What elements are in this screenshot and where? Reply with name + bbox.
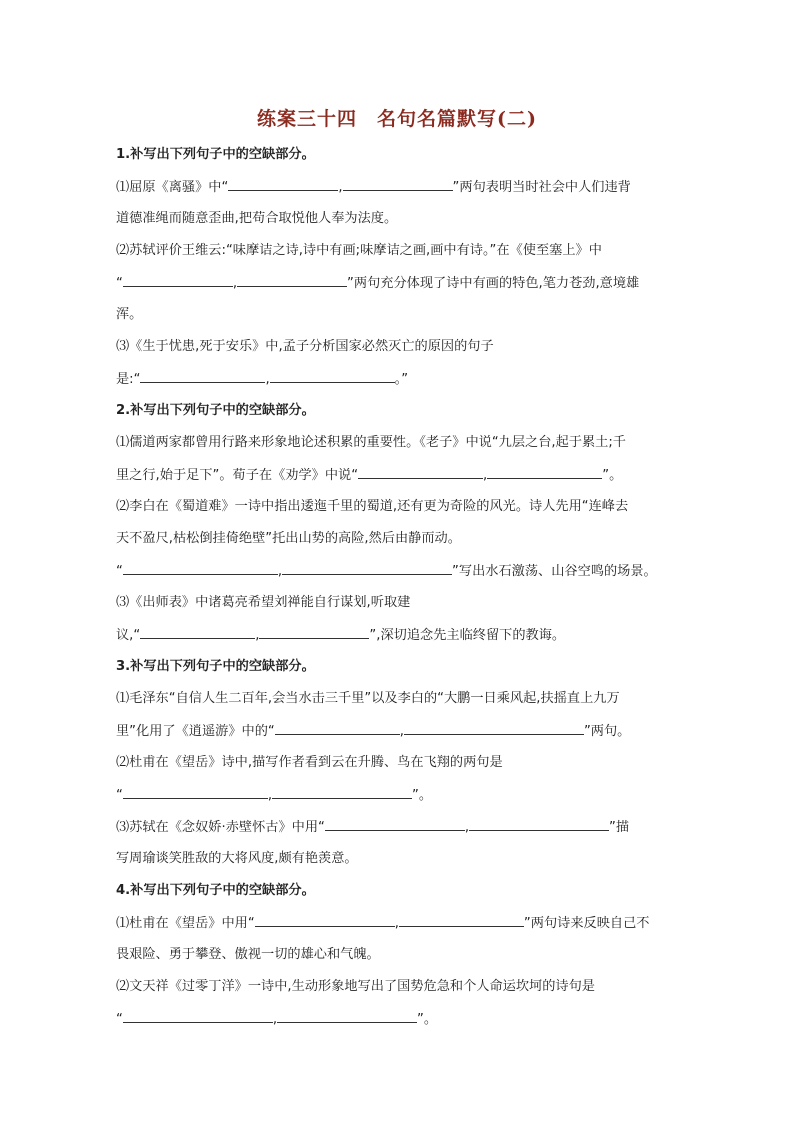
page-title: 练案三十四 名句名篇默写(二) bbox=[257, 108, 537, 130]
answer-blank[interactable] bbox=[228, 178, 338, 191]
question-text-line: ⑵苏轼评价王维云:“味摩诘之诗,诗中有画;味摩诘之画,画中有诗。”在《使至塞上》中 bbox=[116, 243, 602, 258]
question-heading: 4.补写出下列句子中的空缺部分。 bbox=[116, 883, 315, 898]
question-text-line: 道德准绳而随意歪曲,把苟合取悦他人奉为法度。 bbox=[116, 211, 398, 226]
question-text-line: ⑴屈原《离骚》中“ , ”两句表明当时社会中人们违背 bbox=[116, 180, 631, 195]
answer-blank[interactable] bbox=[277, 1010, 417, 1023]
question-text-line: 议,“ , ”,深切追念先主临终留下的教诲。 bbox=[116, 628, 566, 643]
answer-blank[interactable] bbox=[469, 818, 609, 831]
answer-blank[interactable] bbox=[123, 1010, 273, 1023]
question-text-line: ⑴杜甫在《望岳》中用“ , ”两句诗来反映自己不 bbox=[116, 916, 650, 931]
question-heading: 1.补写出下列句子中的空缺部分。 bbox=[116, 147, 315, 162]
question-text-line: ⑵杜甫在《望岳》诗中,描写作者看到云在升腾、鸟在飞翔的两句是 bbox=[116, 755, 503, 770]
answer-blank[interactable] bbox=[399, 914, 524, 927]
answer-blank[interactable] bbox=[123, 786, 268, 799]
answer-blank[interactable] bbox=[358, 466, 483, 479]
answer-blank[interactable] bbox=[270, 370, 395, 383]
question-text-line: 里之行,始于足下”。荀子在《劝学》中说“ , ”。 bbox=[116, 468, 623, 483]
question-text-line: “ , ”两句充分体现了诗中有画的特色,笔力苍劲,意境雄 bbox=[116, 276, 640, 291]
question-text-line: 是:“ , 。” bbox=[116, 372, 409, 387]
question-text-line: 天不盈尺,枯松倒挂倚绝壁”托出山势的高险,然后由静而动。 bbox=[116, 531, 461, 546]
question-text-line: 里”化用了《逍遥游》中的“ , ”两句。 bbox=[116, 724, 631, 739]
question-text-line: ⑴毛泽东“自信人生二百年,会当水击三千里”以及李白的“大鹏一日乘风起,扶摇直上九万 bbox=[116, 691, 620, 706]
answer-blank[interactable] bbox=[259, 626, 369, 639]
question-text-line: ⑵文天祥《过零丁洋》一诗中,生动形象地写出了国势危急和个人命运坎坷的诗句是 bbox=[116, 979, 595, 994]
question-text-line: ⑶《生于忧患,死于安乐》中,孟子分析国家必然灭亡的原因的句子 bbox=[116, 339, 494, 354]
question-text-line: ⑶《出师表》中诸葛亮希望刘禅能自行谋划,听取建 bbox=[116, 595, 411, 610]
answer-blank[interactable] bbox=[123, 562, 278, 575]
answer-blank[interactable] bbox=[140, 370, 265, 383]
question-text-line: 写周瑜谈笑胜敌的大将风度,颇有艳羡意。 bbox=[116, 851, 358, 866]
answer-blank[interactable] bbox=[275, 722, 400, 735]
answer-blank[interactable] bbox=[487, 466, 602, 479]
question-text-line: “ , ”。 bbox=[116, 1012, 438, 1027]
answer-blank[interactable] bbox=[237, 274, 347, 287]
question-text-line: ⑵李白在《蜀道难》一诗中指出逶迤千里的蜀道,还有更为奇险的风光。诗人先用“连峰去 bbox=[116, 499, 629, 514]
answer-blank[interactable] bbox=[325, 818, 465, 831]
question-text-line: ⑶苏轼在《念奴娇·赤壁怀古》中用“ , ”描 bbox=[116, 820, 630, 835]
question-text-line: “ , ”。 bbox=[116, 788, 433, 803]
question-text-line: “ , ”写出水石激荡、山谷空鸣的场景。 bbox=[116, 564, 657, 579]
answer-blank[interactable] bbox=[343, 178, 453, 191]
question-text-line: 畏艰险、勇于攀登、傲视一切的雄心和气魄。 bbox=[116, 947, 380, 962]
question-heading: 2.补写出下列句子中的空缺部分。 bbox=[116, 403, 315, 418]
question-text-line: 浑。 bbox=[116, 307, 143, 322]
answer-blank[interactable] bbox=[140, 626, 255, 639]
question-heading: 3.补写出下列句子中的空缺部分。 bbox=[116, 659, 315, 674]
answer-blank[interactable] bbox=[255, 914, 395, 927]
answer-blank[interactable] bbox=[404, 722, 584, 735]
answer-blank[interactable] bbox=[123, 274, 233, 287]
answer-blank[interactable] bbox=[272, 786, 412, 799]
question-text-line: ⑴儒道两家都曾用行路来形象地论述积累的重要性。《老子》中说“九层之台,起于累土;千 bbox=[116, 435, 626, 450]
answer-blank[interactable] bbox=[282, 562, 452, 575]
